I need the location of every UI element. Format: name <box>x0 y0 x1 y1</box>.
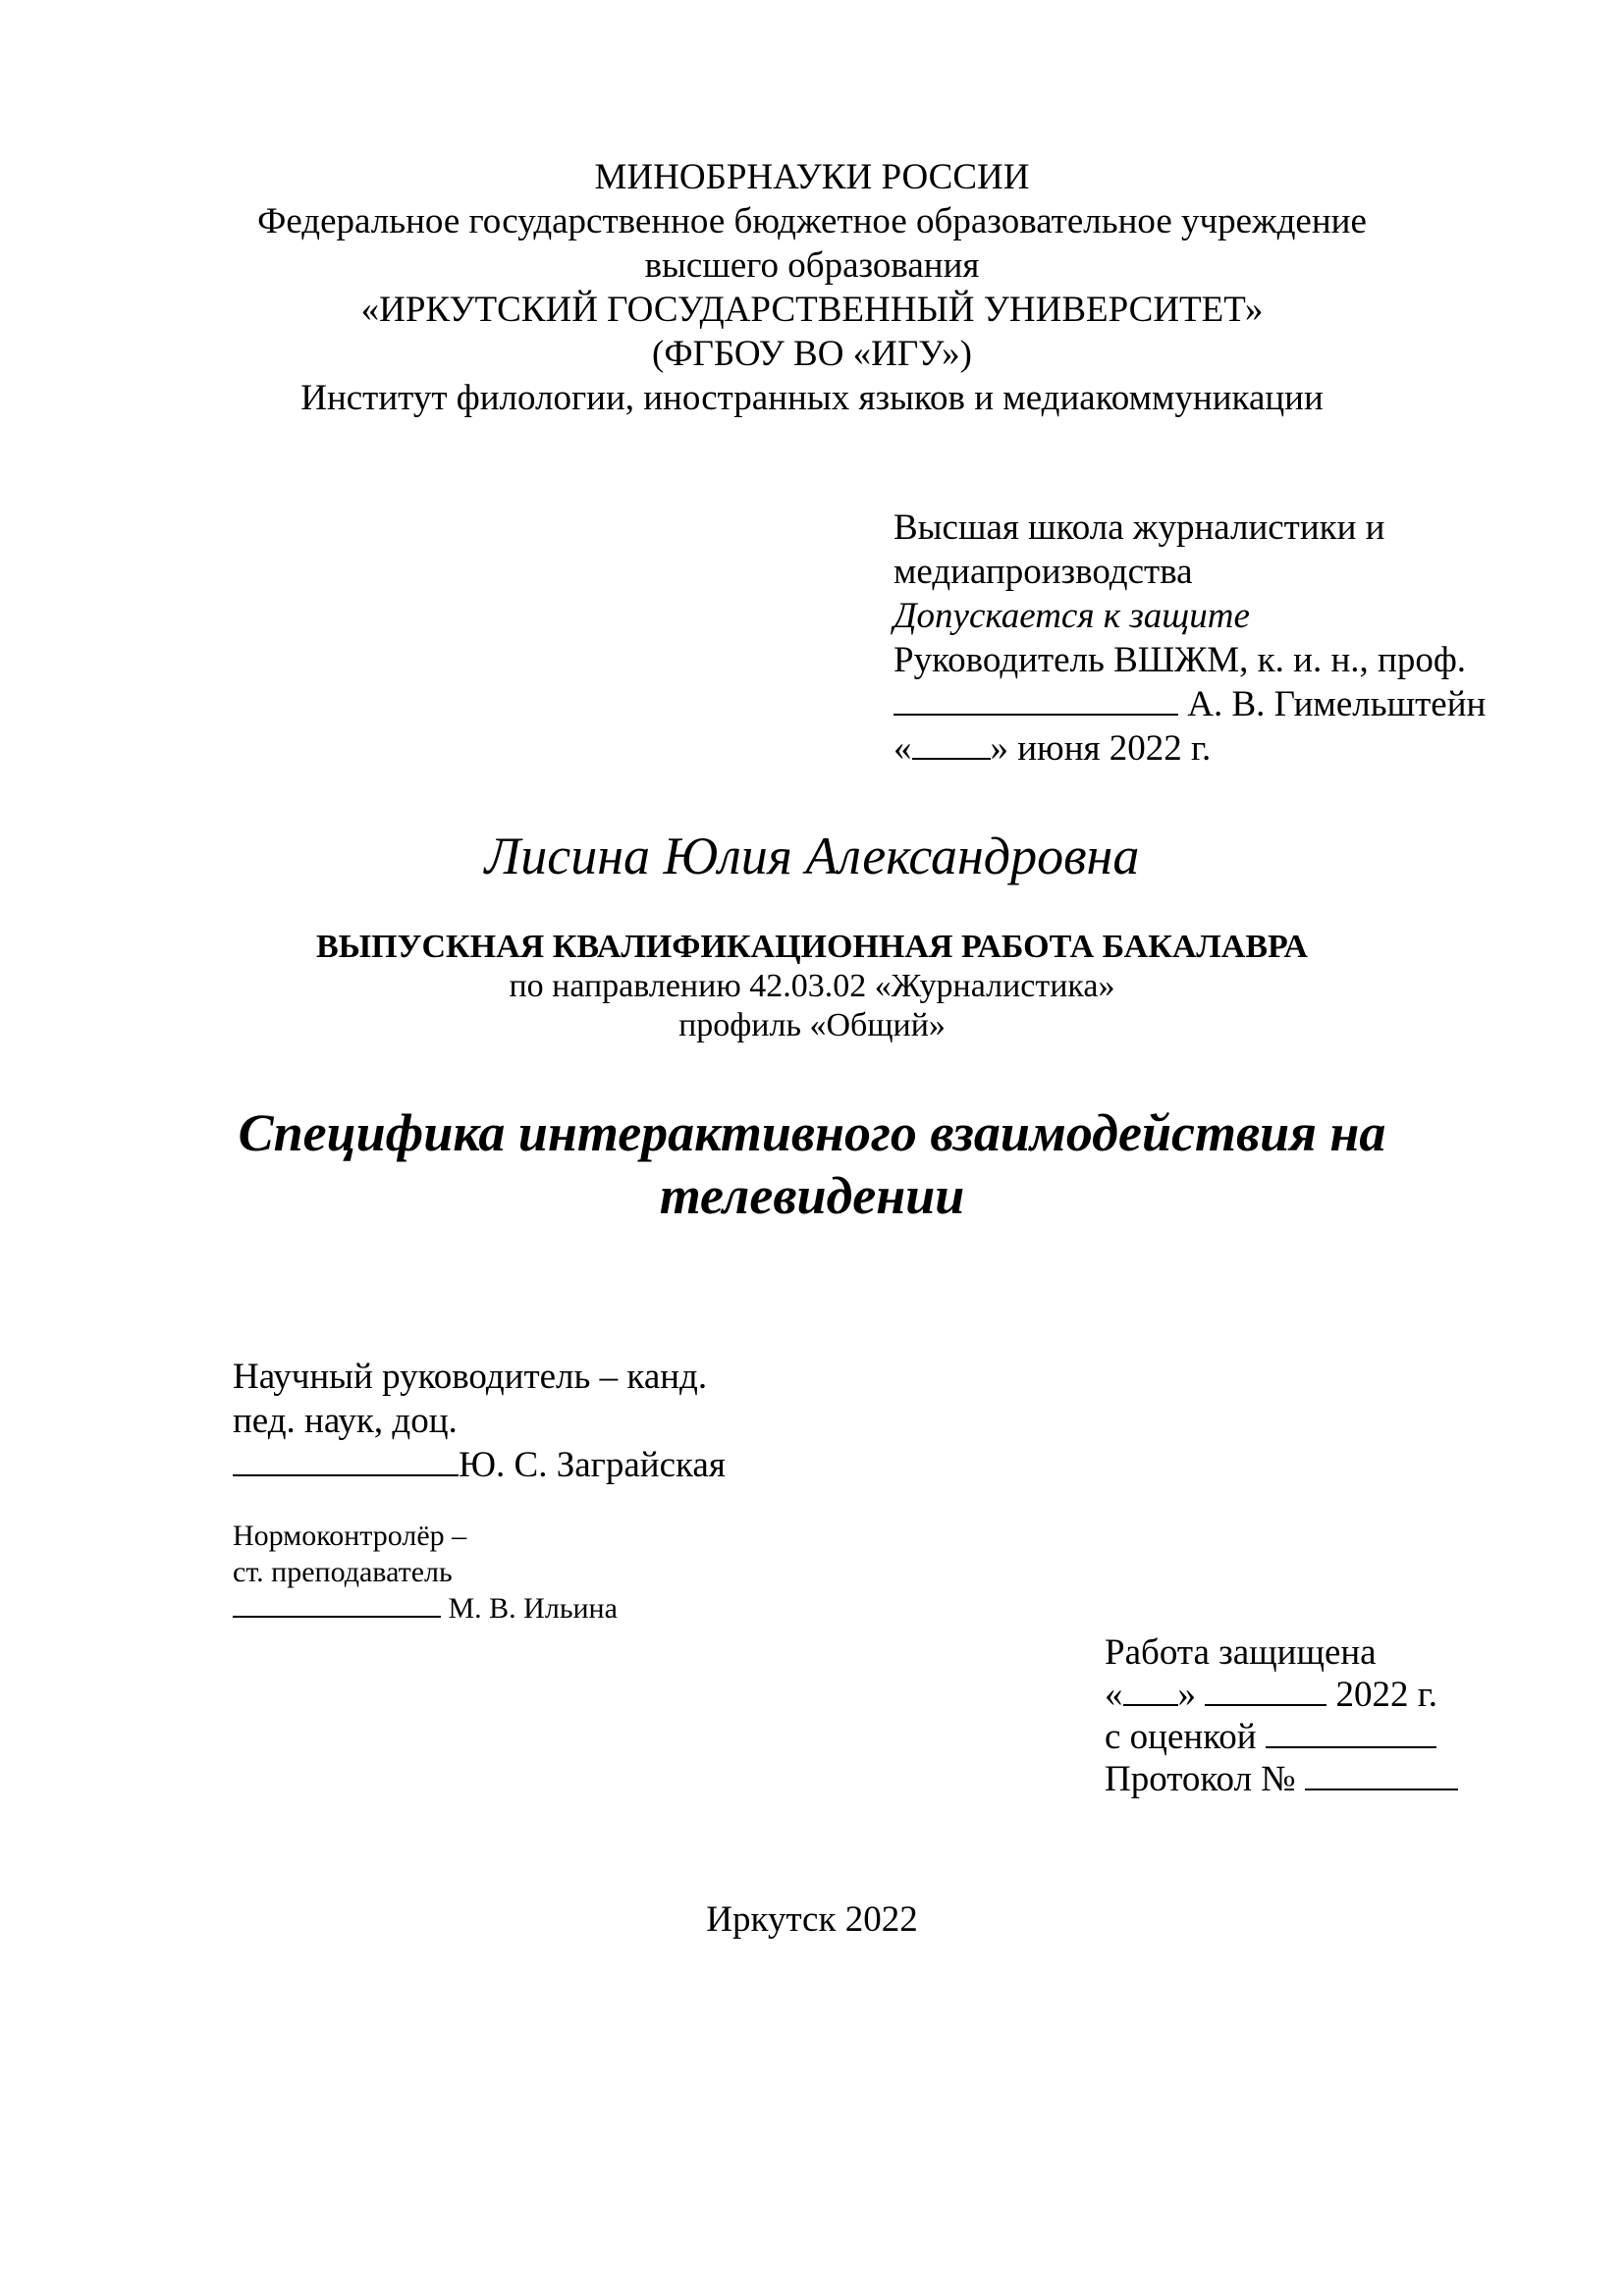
date-rest: » июня 2022 г. <box>990 728 1212 769</box>
date-open-quote: « <box>1105 1675 1123 1715</box>
supervisor-signature-row <box>233 1443 726 1487</box>
supervisor-name: Ю. С. Заграйская <box>459 1445 726 1485</box>
work-type-block <box>0 928 1624 1045</box>
grade-label: с оценкой <box>1105 1717 1257 1757</box>
normcontrol-line-2: ст. преподаватель <box>233 1556 453 1588</box>
title-line-1: Специфика интерактивного взаимодействия на <box>238 1103 1386 1162</box>
signature-line <box>233 1592 441 1618</box>
date-open-quote: « <box>893 728 912 769</box>
defense-year: 2022 г. <box>1335 1675 1438 1715</box>
approval-block <box>893 506 1486 771</box>
normcontrol-block <box>233 1518 618 1627</box>
institution-line-2: высшего образования <box>644 245 980 286</box>
signature-line <box>233 1445 459 1476</box>
date-close-quote: » <box>1177 1675 1196 1715</box>
grade-row <box>1105 1716 1458 1758</box>
day-blank-line <box>1123 1675 1178 1706</box>
city-year: Иркутск 2022 <box>706 1899 918 1940</box>
admitted-label: Допускается к защите <box>893 596 1250 636</box>
grade-blank-line <box>1266 1717 1436 1748</box>
supervisor-line-1: Научный руководитель – канд. <box>233 1357 708 1397</box>
supervisor-line-2: пед. наук, доц. <box>233 1401 458 1441</box>
thesis-title <box>0 1101 1624 1227</box>
normcontrol-name: М. В. Ильина <box>448 1592 618 1625</box>
work-type: ВЫПУСКНАЯ КВАЛИФИКАЦИОННАЯ РАБОТА БАКАЛАВРА <box>316 929 1308 965</box>
title-line-2: телевидении <box>659 1166 965 1225</box>
approval-date-row <box>893 726 1486 771</box>
university-abbreviation: (ФГБОУ ВО «ИГУ») <box>652 334 972 374</box>
head-signature-row <box>893 682 1486 726</box>
head-name: А. В. Гимельштейн <box>1187 684 1487 724</box>
institution-line-1: Федеральное государственное бюджетное образовательное учреждение <box>257 201 1367 241</box>
signature-line <box>893 684 1178 716</box>
defense-status: Работа защищена <box>1105 1632 1377 1673</box>
normcontrol-line-1: Нормоконтролёр – <box>233 1520 467 1552</box>
supervisor-block <box>233 1355 726 1487</box>
header-block <box>0 155 1624 420</box>
institute-name: Институт филологии, иностранных языков и медиакоммуникации <box>300 378 1324 418</box>
protocol-label: Протокол № <box>1105 1759 1296 1799</box>
school-line-1: Высшая школа журналистики и <box>893 507 1385 548</box>
protocol-blank-line <box>1305 1759 1458 1790</box>
month-blank-line <box>1205 1675 1326 1706</box>
school-line-2: медиапроизводства <box>893 552 1193 592</box>
work-direction: по направлению 42.03.02 «Журналистика» <box>509 968 1115 1004</box>
author-name: Лисина Юлия Александровна <box>484 827 1140 885</box>
defense-block <box>1105 1631 1458 1800</box>
ministry-name: МИНОБРНАУКИ РОССИИ <box>594 157 1030 197</box>
head-position: Руководитель ВШЖМ, к. и. н., проф. <box>893 640 1467 680</box>
day-blank-line <box>912 728 991 760</box>
work-profile: профиль «Общий» <box>678 1007 946 1043</box>
normcontrol-signature-row <box>233 1590 618 1627</box>
defense-date-row <box>1105 1674 1458 1716</box>
university-name: «ИРКУТСКИЙ ГОСУДАРСТВЕННЫЙ УНИВЕРСИТЕТ» <box>360 290 1264 330</box>
protocol-row <box>1105 1758 1458 1800</box>
